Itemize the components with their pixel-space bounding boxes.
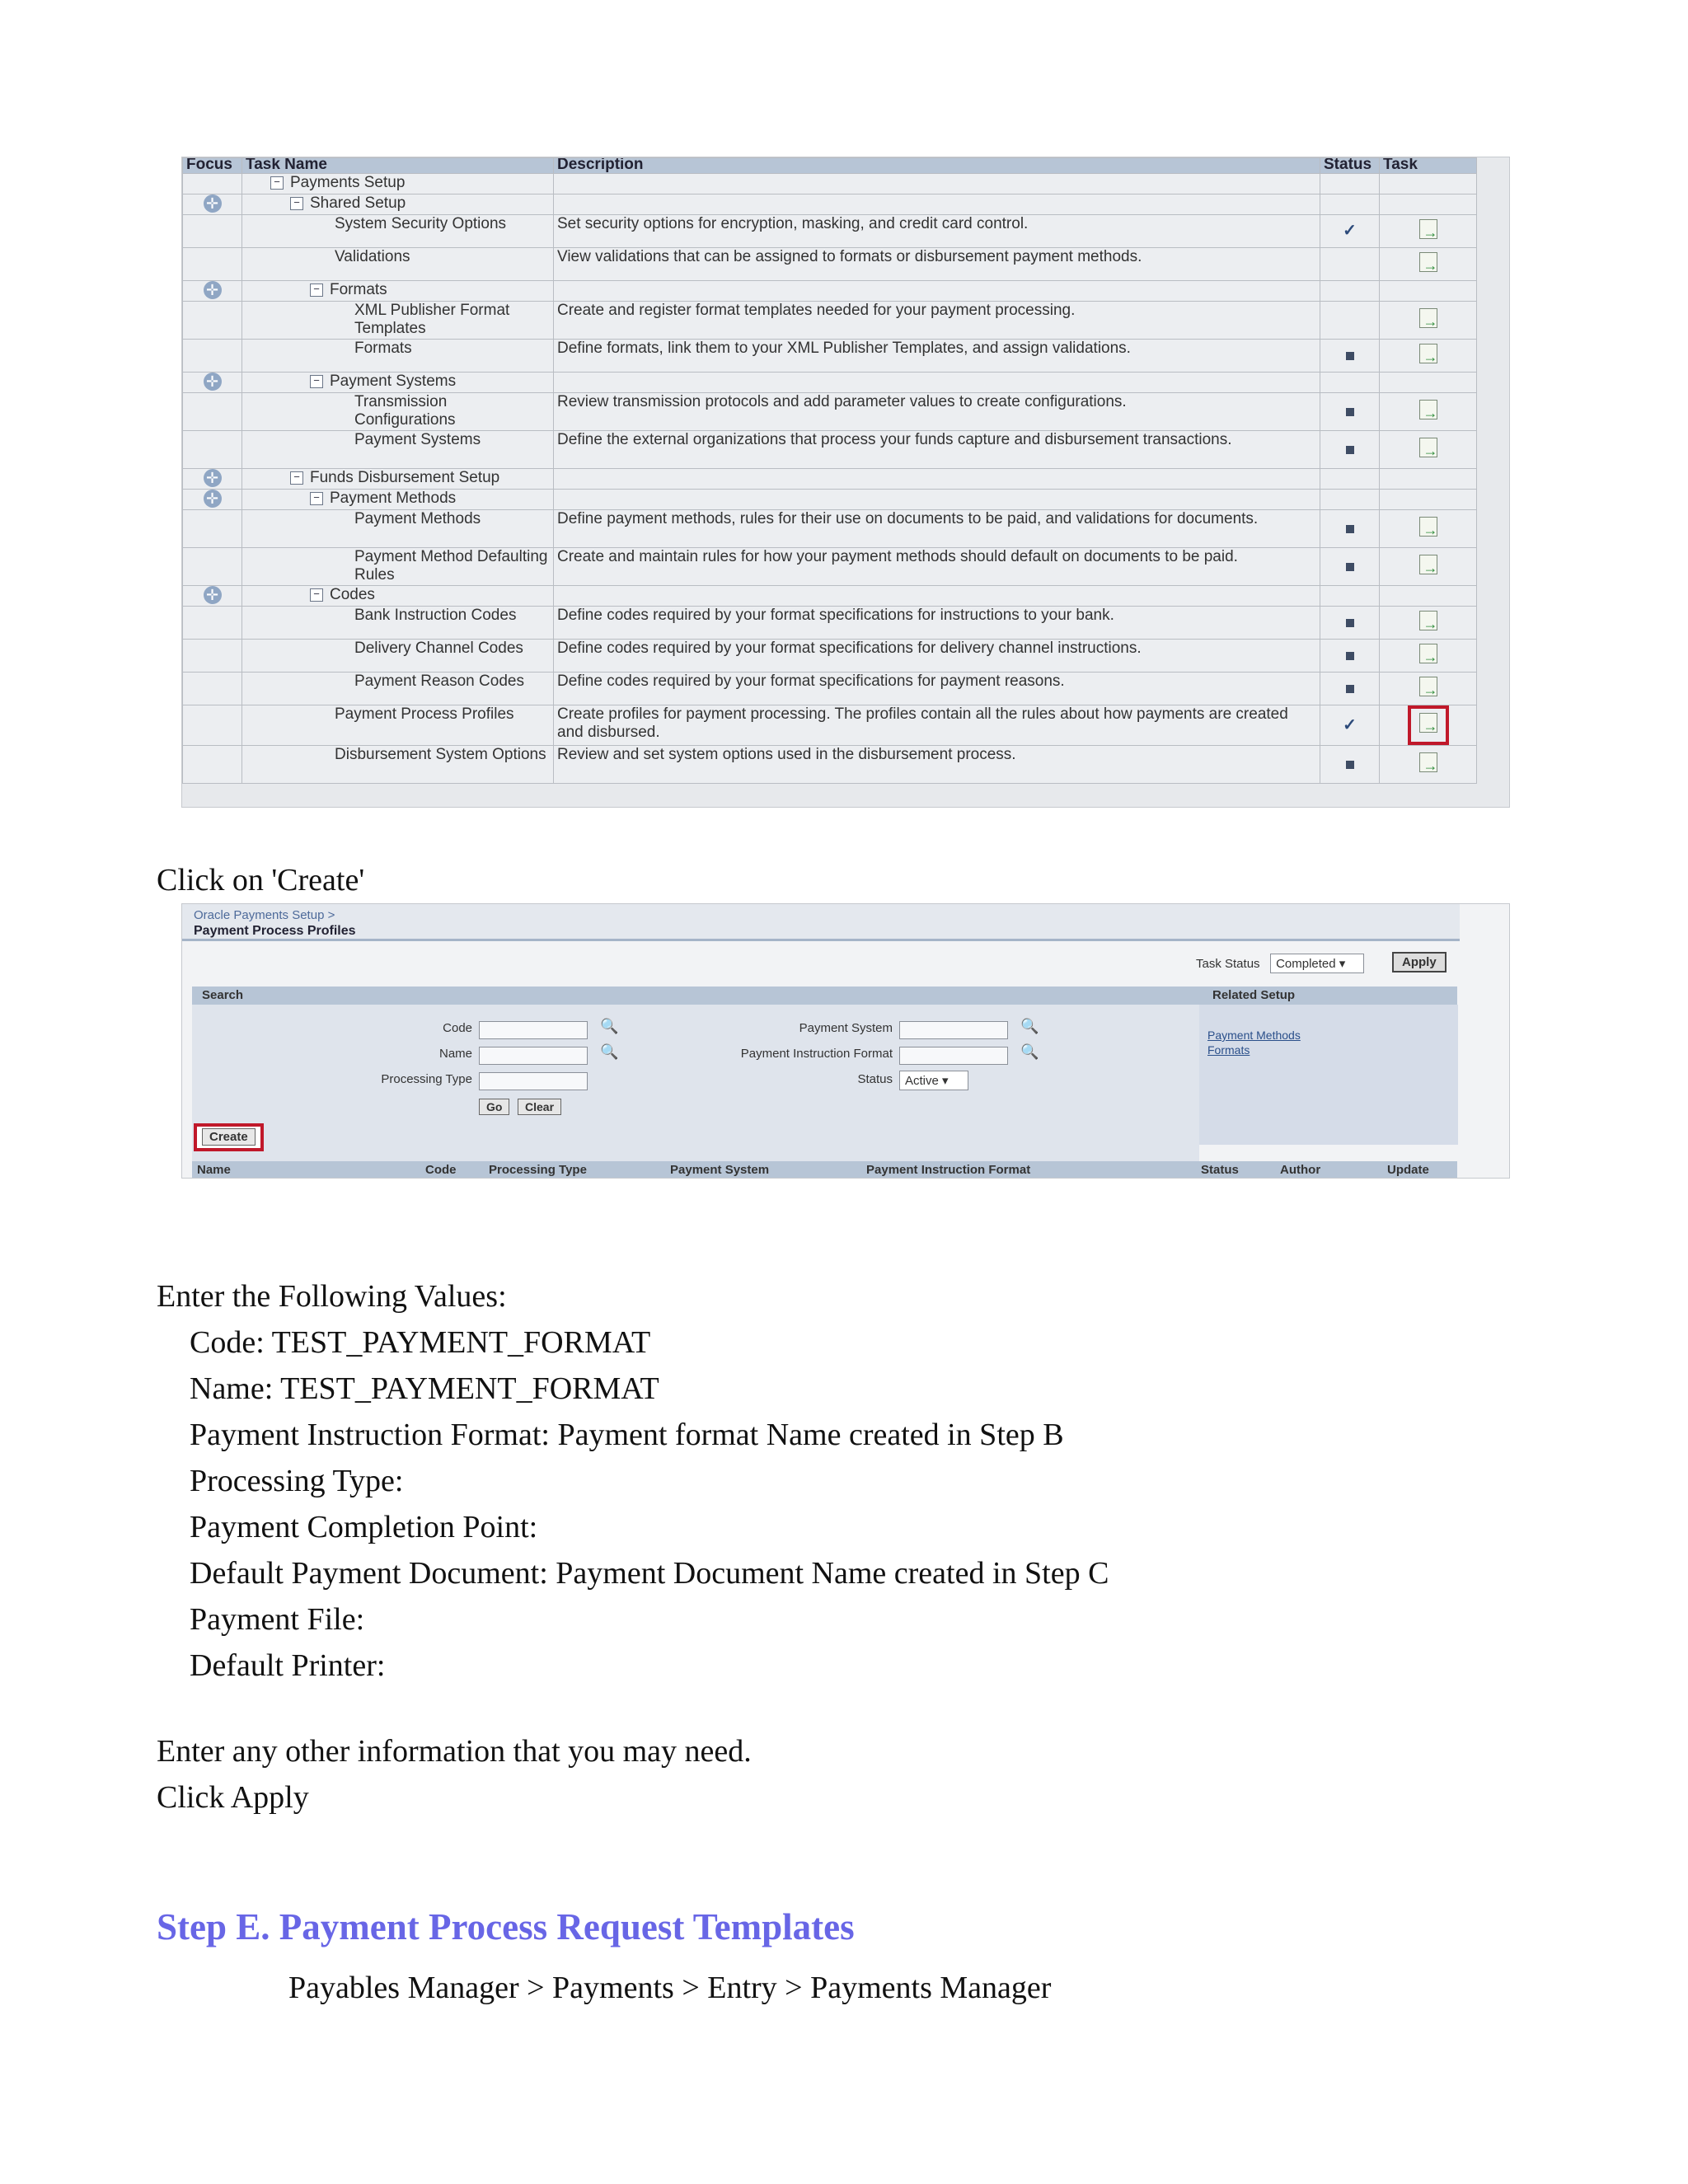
status-select[interactable]: Active ▾ [899,1071,968,1090]
not-started-icon [1346,685,1354,693]
status-cell [1320,490,1380,510]
status-cell [1320,746,1380,784]
go-to-task-icon[interactable] [1419,677,1437,696]
focus-icon[interactable]: ✛ [204,281,222,299]
task-row [183,673,1477,705]
task-cell [1380,469,1477,490]
focus-cell [183,302,242,340]
task-description [554,373,1320,393]
instruction-line: Payment Completion Point: [190,1510,538,1544]
not-started-icon [1346,446,1354,454]
focus-cell [183,548,242,586]
col-task: Task [1380,158,1477,174]
task-row [183,746,1477,784]
task-description [554,490,1320,510]
apply-button[interactable]: Apply [1392,952,1447,972]
task-description: Create and maintain rules for how your payment methods should default on documents to be paid. [554,548,1320,586]
clear-button[interactable]: Clear [518,1099,561,1115]
collapse-icon[interactable]: − [310,492,323,505]
task-description: Define codes required by your format specifications for payment reasons. [554,673,1320,705]
task-name-cell [242,705,554,746]
task-description: Create and register format templates needed for your payment processing. [554,302,1320,340]
col-name: Name [197,1163,231,1177]
task-icon-highlight [1408,705,1449,745]
go-button[interactable]: Go [479,1099,509,1115]
instruction-line: Payment File: [190,1602,365,1637]
task-name: Formats [354,340,412,357]
profiles-screenshot [181,903,1510,1179]
task-cell [1380,194,1477,215]
col-status: Status [1201,1163,1239,1177]
col-processing-type: Processing Type [489,1163,587,1177]
search-icon[interactable]: 🔍 [1020,1043,1039,1060]
task-status [1196,954,1364,973]
task-cell [1380,174,1477,194]
task-description: Review transmission protocols and add parameter values to create configurations. [554,393,1320,431]
col-task-name: Task Name [242,158,554,174]
task-row [183,510,1477,548]
focus-cell [183,640,242,673]
task-row [183,340,1477,373]
code-label: Code [443,1021,472,1035]
task-name: Delivery Channel Codes [354,640,523,657]
task-description: Define codes required by your format specifications for instructions to your bank. [554,607,1320,640]
focus-icon[interactable]: ✛ [204,194,222,213]
status-label: Status [857,1072,893,1086]
click-apply-text: Click Apply [157,1780,309,1815]
processing-type-label: Processing Type [381,1072,472,1086]
task-cell [1380,607,1477,640]
task-table [182,157,1477,784]
task-row [183,490,1477,510]
task-cell [1380,640,1477,673]
status-cell [1320,281,1380,302]
instruction-line: Code: TEST_PAYMENT_FORMAT [190,1325,651,1360]
focus-icon[interactable]: ✛ [204,373,222,391]
status-cell [1320,510,1380,548]
task-description: Define payment methods, rules for their use on documents to be paid, and validations for documents. [554,510,1320,548]
task-name-cell [242,248,554,281]
related-setup-panel [1199,1005,1458,1145]
payment-system-input[interactable] [899,1021,1008,1039]
instructions [157,1273,1109,1689]
instruction-line: Payment Instruction Format: Payment format Name created in Step B [190,1418,1064,1452]
go-to-task-icon[interactable] [1419,713,1437,733]
col-description: Description [554,158,1320,174]
task-name-cell [242,431,554,469]
go-to-task-icon[interactable] [1419,611,1437,630]
task-cell [1380,393,1477,431]
page-title: Payment Process Profiles [194,924,356,938]
focus-cell [183,607,242,640]
status-cell [1320,586,1380,607]
not-started-icon [1346,761,1354,769]
focus-cell [183,174,242,194]
task-row [183,431,1477,469]
task-name: Payment Process Profiles [335,705,514,723]
status-cell [1320,248,1380,281]
status-cell [1320,431,1380,469]
task-name-cell [242,746,554,784]
breadcrumb[interactable]: Oracle Payments Setup > [194,908,335,922]
task-row [183,607,1477,640]
task-description: Set security options for encryption, masking, and credit card control. [554,215,1320,248]
related-link-payment-methods[interactable]: Payment Methods [1207,1029,1301,1042]
instruction-line: Processing Type: [190,1464,404,1498]
task-name: Codes [330,586,375,603]
other-info-text: Enter any other information that you may need. [157,1734,752,1769]
not-started-icon [1346,652,1354,660]
task-row [183,281,1477,302]
task-row [183,469,1477,490]
status-cell [1320,673,1380,705]
go-to-task-icon[interactable] [1419,252,1437,272]
payment-system-label: Payment System [799,1021,893,1035]
task-cell [1380,281,1477,302]
task-description [554,469,1320,490]
name-label: Name [438,1047,472,1061]
processing-type-select[interactable] [479,1072,588,1090]
focus-icon[interactable]: ✛ [204,490,222,508]
task-description [554,194,1320,215]
task-list-screenshot [181,157,1510,808]
payment-instruction-format-label: Payment Instruction Format [740,1047,893,1061]
name-input[interactable] [479,1047,588,1065]
task-name-cell [242,673,554,705]
task-cell [1380,373,1477,393]
task-name: Payments Setup [290,174,406,191]
task-name: Payment Method Defaulting Rules [354,548,548,583]
task-cell [1380,215,1477,248]
task-cell [1380,673,1477,705]
focus-cell [183,510,242,548]
task-cell [1380,586,1477,607]
step-e-path: Payables Manager > Payments > Entry > Payments Manager [288,1971,1052,2005]
instruction-line: Default Printer: [190,1648,386,1683]
task-description: View validations that can be assigned to formats or disbursement payment methods. [554,248,1320,281]
status-cell [1320,215,1380,248]
instruction-line: Name: TEST_PAYMENT_FORMAT [190,1371,659,1406]
task-description [554,174,1320,194]
focus-cell [183,673,242,705]
go-to-task-icon[interactable] [1419,438,1437,457]
col-author: Author [1280,1163,1321,1177]
status-cell [1320,548,1380,586]
task-table-header [183,158,1477,174]
not-started-icon [1346,408,1354,416]
collapse-icon[interactable]: − [310,588,323,602]
col-payment-instruction-format: Payment Instruction Format [866,1163,1031,1177]
task-description [554,586,1320,607]
not-started-icon [1346,563,1354,571]
task-cell [1380,510,1477,548]
completed-check-icon: ✓ [1343,715,1357,734]
go-to-task-icon[interactable] [1419,644,1437,663]
go-to-task-icon[interactable] [1419,517,1437,537]
task-name: Transmission Configurations [354,393,456,429]
not-started-icon [1346,352,1354,360]
task-name-cell [242,194,554,215]
status-cell [1320,469,1380,490]
status-cell [1320,340,1380,373]
task-name-cell [242,302,554,340]
task-row [183,248,1477,281]
task-row [183,194,1477,215]
focus-cell [183,393,242,431]
step-e-heading: Step E. Payment Process Request Templates [157,1906,855,1947]
focus-cell [183,194,242,215]
focus-cell [183,746,242,784]
focus-icon[interactable]: ✛ [204,586,222,604]
not-started-icon [1346,525,1354,533]
task-status-label: Task Status [1196,957,1260,971]
task-row [183,174,1477,194]
task-name-cell [242,340,554,373]
task-name: Funds Disbursement Setup [310,469,500,486]
task-name-cell [242,469,554,490]
task-cell [1380,490,1477,510]
task-name: Bank Instruction Codes [354,607,517,624]
task-name-cell [242,281,554,302]
focus-cell [183,215,242,248]
search-bar [192,987,1457,1005]
task-name: Payment Systems [354,431,481,448]
task-row [183,393,1477,431]
caption-create: Click on 'Create' [157,863,365,898]
col-payment-system: Payment System [670,1163,770,1177]
task-name: Formats [330,281,387,298]
task-row [183,215,1477,248]
search-header: Search [202,988,244,1002]
status-cell [1320,373,1380,393]
create-highlight [194,1123,264,1151]
focus-cell [183,469,242,490]
task-name: Payment Reason Codes [354,673,524,690]
go-to-task-icon[interactable] [1419,344,1437,363]
task-name-cell [242,174,554,194]
task-row [183,705,1477,746]
task-name: Payment Systems [330,373,457,390]
col-status: Status [1320,158,1380,174]
task-name: Shared Setup [310,194,406,212]
status-cell [1320,174,1380,194]
task-description: Define codes required by your format specifications for delivery channel instructions. [554,640,1320,673]
collapse-icon[interactable]: − [310,375,323,388]
status-cell [1320,302,1380,340]
task-row [183,640,1477,673]
task-name: Validations [335,248,410,265]
search-icon[interactable]: 🔍 [600,1043,619,1060]
go-to-task-icon[interactable] [1419,752,1437,772]
task-description: Define formats, link them to your XML Publisher Templates, and assign validations. [554,340,1320,373]
task-cell [1380,705,1477,746]
completed-check-icon: ✓ [1343,222,1357,240]
col-update: Update [1387,1163,1429,1177]
focus-cell [183,705,242,746]
focus-icon[interactable]: ✛ [204,469,222,487]
focus-cell [183,340,242,373]
task-cell [1380,746,1477,784]
col-code: Code [425,1163,457,1177]
go-to-task-icon[interactable] [1419,219,1437,239]
task-name: Payment Methods [354,510,481,527]
status-cell [1320,640,1380,673]
task-description: Review and set system options used in the disbursement process. [554,746,1320,784]
search-icon[interactable]: 🔍 [600,1018,619,1034]
instruction-line: Default Payment Document: Payment Document Name created in Step C [190,1556,1109,1591]
focus-cell [183,373,242,393]
task-name-cell [242,215,554,248]
task-name-cell [242,393,554,431]
task-name-cell [242,586,554,607]
focus-cell [183,490,242,510]
related-setup-header: Related Setup [1212,988,1296,1002]
task-cell [1380,302,1477,340]
focus-cell [183,248,242,281]
focus-cell [183,431,242,469]
task-cell [1380,248,1477,281]
search-panel [192,1005,1199,1178]
instructions-intro: Enter the Following Values: [157,1279,507,1314]
task-description: Define the external organizations that process your funds capture and disbursement transactions. [554,431,1320,469]
col-focus: Focus [183,158,242,174]
task-description: Create profiles for payment processing. The profiles contain all the rules about how payments are created and disbursed. [554,705,1320,746]
task-name: Payment Methods [330,490,457,507]
closing-instructions [157,1728,752,1821]
status-value: Active [905,1074,939,1088]
status-cell [1320,705,1380,746]
task-cell [1380,431,1477,469]
collapse-icon[interactable]: − [290,197,303,210]
page-header [182,904,1460,941]
focus-cell [183,281,242,302]
task-row [183,586,1477,607]
go-to-task-icon[interactable] [1419,555,1437,574]
status-cell [1320,194,1380,215]
task-name-cell [242,640,554,673]
task-row [183,373,1477,393]
collapse-icon[interactable]: − [270,176,284,190]
collapse-icon[interactable]: − [290,471,303,485]
go-to-task-icon[interactable] [1419,308,1437,328]
task-row [183,302,1477,340]
search-icon[interactable]: 🔍 [1020,1018,1039,1034]
task-cell [1380,340,1477,373]
status-cell [1320,607,1380,640]
task-name-cell [242,607,554,640]
task-name: Disbursement System Options [335,746,546,763]
task-description [554,281,1320,302]
task-name-cell [242,490,554,510]
related-link-formats[interactable]: Formats [1207,1043,1250,1057]
task-row [183,548,1477,586]
not-started-icon [1346,619,1354,627]
status-cell [1320,393,1380,431]
create-button[interactable]: Create [202,1128,256,1146]
task-status-value: Completed [1276,957,1336,971]
task-name: XML Publisher Format Templates [354,302,510,337]
payment-instruction-format-input[interactable] [899,1047,1008,1065]
task-name: System Security Options [335,215,507,232]
collapse-icon[interactable]: − [310,284,323,297]
task-name-cell [242,510,554,548]
results-header [192,1161,1457,1179]
code-input[interactable] [479,1021,588,1039]
task-status-select[interactable]: Completed ▾ [1270,954,1364,973]
task-name-cell [242,373,554,393]
go-to-task-icon[interactable] [1419,400,1437,419]
task-name-cell [242,548,554,586]
task-cell [1380,548,1477,586]
focus-cell [183,586,242,607]
